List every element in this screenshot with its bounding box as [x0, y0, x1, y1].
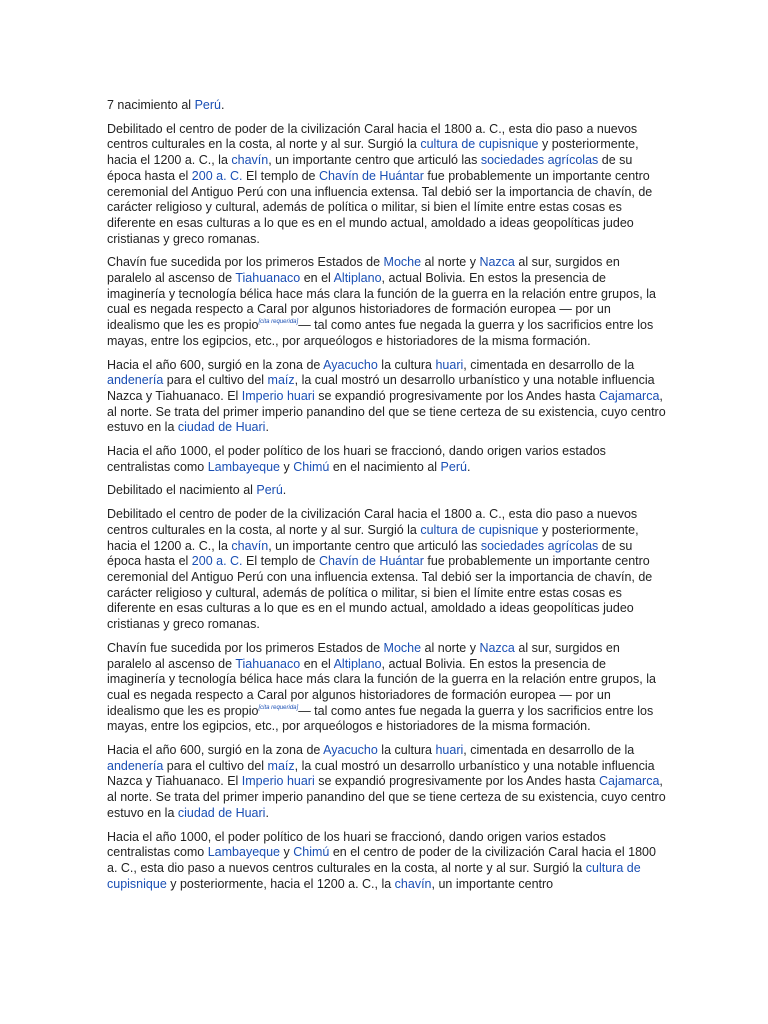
paragraph-text: y posteriormente, hacia el 1200 a. C., la [107, 137, 639, 168]
inline-link[interactable]: Nazca [479, 640, 515, 655]
paragraph-text: , la cual mostró un desarrollo urbanístico y una notable influencia Nazca y Tiahuanaco. El [107, 758, 655, 789]
paragraph-text: . [265, 805, 269, 820]
document-body [107, 98, 667, 900]
paragraph [107, 641, 667, 735]
inline-link[interactable]: chavín [231, 538, 269, 553]
paragraph-text: — tal como antes fue negada la guerra y los sacrificios entre los mayas, entre los egipcios, etc., por arqueólogos e historiadores de la misma formación. [107, 318, 654, 348]
paragraph-text: 7 nacimiento al [107, 98, 195, 112]
inline-link[interactable]: cultura de cupisnique [420, 522, 539, 537]
paragraph-text: se expandió progresivamente por los Andes hasta [314, 388, 599, 403]
paragraph-text: . [466, 459, 471, 474]
paragraph-text: fue probablemente un importante centro ceremonial del Antiguo Perú con una influencia extensa. Tal debió ser la importancia de chavín, de carácter religioso y cultural, además de política o militar, si bien el límite entre estas cosas es diferente en esas culturas a lo que es en el mundo actual, amoldado a ideas geopolíticas judeo cristianas y greco romanas. [107, 554, 653, 632]
inline-link[interactable]: Ayacucho [323, 743, 378, 758]
inline-link[interactable]: Altiplano [333, 271, 382, 286]
inline-link[interactable]: andenería [107, 373, 164, 388]
paragraph-text: y [280, 845, 294, 860]
paragraph-text: . [282, 483, 287, 498]
paragraph-text: fue probablemente un importante centro ceremonial del Antiguo Perú con una influencia extensa. Tal debió ser la importancia de chavín, de carácter religioso y cultural, además de política o militar, si bien el límite entre estas cosas es diferente en esas culturas a lo que es en el mundo actual, amoldado a ideas geopolíticas judeo cristianas y greco romanas. [107, 168, 653, 246]
paragraph-text: para el cultivo del [163, 373, 268, 388]
paragraph-text: de su época hasta el [107, 538, 633, 569]
inline-link[interactable]: maíz [267, 758, 295, 773]
inline-link[interactable]: sociedades agrícolas [480, 153, 599, 168]
inline-link[interactable]: chavín [394, 876, 432, 891]
paragraph-text: en el [300, 271, 334, 286]
paragraph [107, 444, 667, 475]
paragraph-text: , actual Bolivia. En estos la presencia de imaginería y tecnología bélica hace más clara la función de la guerra en la relación entre grupos, la cual es negada respecto a Caral por algunos historiadores de formación europea — por un idealismo que les es propio [107, 271, 656, 333]
citation-superscript [258, 319, 298, 325]
paragraph-text: Debilitado el centro de poder de la civilización Caral hacia el 1800 a. C., esta dio paso a nuevos centros culturales en la costa, al norte y al sur. Surgió la [107, 121, 638, 152]
paragraph [107, 483, 667, 499]
citation-needed-link[interactable]: [cita requerida] [258, 319, 299, 326]
inline-link[interactable]: Chimú [293, 459, 330, 474]
paragraph-text: El templo de [242, 554, 319, 569]
paragraph-text: . [220, 98, 225, 112]
paragraph [107, 743, 667, 822]
inline-link[interactable]: Moche [383, 255, 422, 270]
inline-link[interactable]: andenería [107, 758, 164, 773]
paragraph-text: al norte y [421, 640, 480, 655]
paragraph [107, 358, 667, 437]
citation-needed-link[interactable]: [cita requerida] [258, 704, 299, 711]
paragraph-text: Hacia el año 600, surgió en la zona de [107, 743, 324, 758]
paragraph-text: y [280, 459, 294, 474]
paragraph-text: en el [300, 656, 334, 671]
paragraph-text: de su época hasta el [107, 153, 633, 183]
paragraph-text: . [265, 420, 269, 435]
paragraph-text: , al norte. Se trata del primer imperio panandino del que se tiene certeza de su existencia, cuyo centro estuvo en la [107, 388, 666, 435]
inline-link[interactable]: huari [435, 743, 464, 758]
inline-link[interactable]: Altiplano [333, 656, 382, 671]
paragraph [107, 122, 667, 248]
inline-link[interactable]: maíz [267, 373, 295, 388]
paragraph-text: — tal como antes fue negada la guerra y los sacrificios entre los mayas, entre los egipcios, etc., por arqueólogos e historiadores de la misma formación. [107, 703, 654, 734]
inline-link[interactable]: Cajamarca [598, 774, 660, 789]
paragraph-text: Hacia el año 1000, el poder político de los huari se fraccionó, dando origen varios estados centralistas como [107, 829, 606, 860]
paragraph-text: , cimentada en desarrollo de la [463, 743, 635, 758]
paragraph-text: Hacia el año 1000, el poder político de los huari se fraccionó, dando origen varios estados centralistas como [107, 444, 606, 474]
inline-link[interactable]: huari [435, 357, 464, 372]
paragraph-text: Chavín fue sucedida por los primeros Estados de [107, 255, 384, 270]
paragraph-text: , un importante centro que articuló las [268, 538, 481, 553]
inline-link[interactable]: Tiahuanaco [235, 656, 301, 671]
inline-link[interactable]: Imperio huari [241, 774, 315, 789]
inline-link[interactable]: Chavín de Huántar [318, 554, 424, 569]
paragraph-text: Hacia el año 600, surgió en la zona de [107, 357, 324, 372]
paragraph-text: al norte y [421, 255, 480, 270]
paragraph-text: Debilitado el centro de poder de la civilización Caral hacia el 1800 a. C., esta dio paso a nuevos centros culturales en la costa, al norte y al sur. Surgió la [107, 507, 638, 537]
citation-superscript [258, 705, 298, 711]
paragraph-text: , un importante centro que articuló las [268, 153, 481, 168]
paragraph-text: El templo de [242, 168, 319, 183]
paragraph-text: para el cultivo del [163, 758, 268, 773]
inline-link[interactable]: Perú [440, 459, 467, 474]
paragraph-text: y posteriormente, hacia el 1200 a. C., la [166, 876, 395, 891]
inline-link[interactable]: Tiahuanaco [235, 271, 301, 286]
paragraph-text: en el centro de poder de la civilización Caral hacia el 1800 a. C., esta dio paso a nuevos centros culturales en la costa, al norte y al sur. Surgió la [107, 845, 656, 875]
inline-link[interactable]: Chavín de Huántar [318, 168, 424, 183]
paragraph-text: y posteriormente, hacia el 1200 a. C., la [107, 522, 639, 553]
paragraph [107, 830, 667, 893]
inline-link[interactable]: 200 a. C. [191, 554, 243, 569]
inline-link[interactable]: Moche [383, 640, 422, 655]
paragraph-text: al sur, surgidos en paralelo al ascenso de [107, 640, 620, 671]
paragraph [107, 255, 667, 349]
inline-link[interactable]: Chimú [293, 845, 330, 860]
inline-link[interactable]: Ayacucho [323, 357, 378, 372]
inline-link[interactable]: cultura de cupisnique [107, 860, 641, 891]
paragraph-text: , la cual mostró un desarrollo urbanístico y una notable influencia Nazca y Tiahuanaco. El [107, 373, 655, 403]
paragraph-text: en el nacimiento al [329, 459, 441, 474]
inline-link[interactable]: 200 a. C. [191, 168, 243, 183]
paragraph-text: , al norte. Se trata del primer imperio panandino del que se tiene certeza de su existencia, cuyo centro estuvo en la [107, 774, 666, 820]
paragraph-text: , cimentada en desarrollo de la [463, 357, 635, 372]
inline-link[interactable]: ciudad de Huari [177, 420, 266, 435]
inline-link[interactable]: Imperio huari [241, 388, 315, 403]
paragraph-text: la cultura [377, 743, 436, 758]
paragraph-text: Debilitado el nacimiento al [107, 483, 257, 498]
inline-link[interactable]: ciudad de Huari [177, 805, 266, 820]
inline-link[interactable]: sociedades agrícolas [480, 538, 599, 553]
paragraph-text: al sur, surgidos en paralelo al ascenso de [107, 255, 620, 286]
inline-link[interactable]: Perú [194, 98, 221, 112]
inline-link[interactable]: chavín [231, 153, 269, 168]
paragraph [107, 507, 667, 633]
paragraph-text: se expandió progresivamente por los Andes hasta [314, 774, 599, 789]
inline-link[interactable]: Cajamarca [598, 388, 660, 403]
inline-link[interactable]: Lambayeque [207, 845, 281, 860]
inline-link[interactable]: Perú [256, 483, 283, 498]
paragraph-text: , un importante centro [431, 876, 554, 891]
paragraph-text: Chavín fue sucedida por los primeros Estados de [107, 640, 384, 655]
paragraph [107, 98, 667, 114]
paragraph-text: la cultura [377, 357, 436, 372]
inline-link[interactable]: Lambayeque [207, 459, 281, 474]
inline-link[interactable]: Nazca [479, 255, 515, 270]
inline-link[interactable]: cultura de cupisnique [420, 137, 539, 152]
paragraph-text: , actual Bolivia. En estos la presencia de imaginería y tecnología bélica hace más clara la función de la guerra en la relación entre grupos, la cual es negada respecto a Caral por algunos historiadores de formación europea — por un idealismo que les es propio [107, 656, 656, 718]
